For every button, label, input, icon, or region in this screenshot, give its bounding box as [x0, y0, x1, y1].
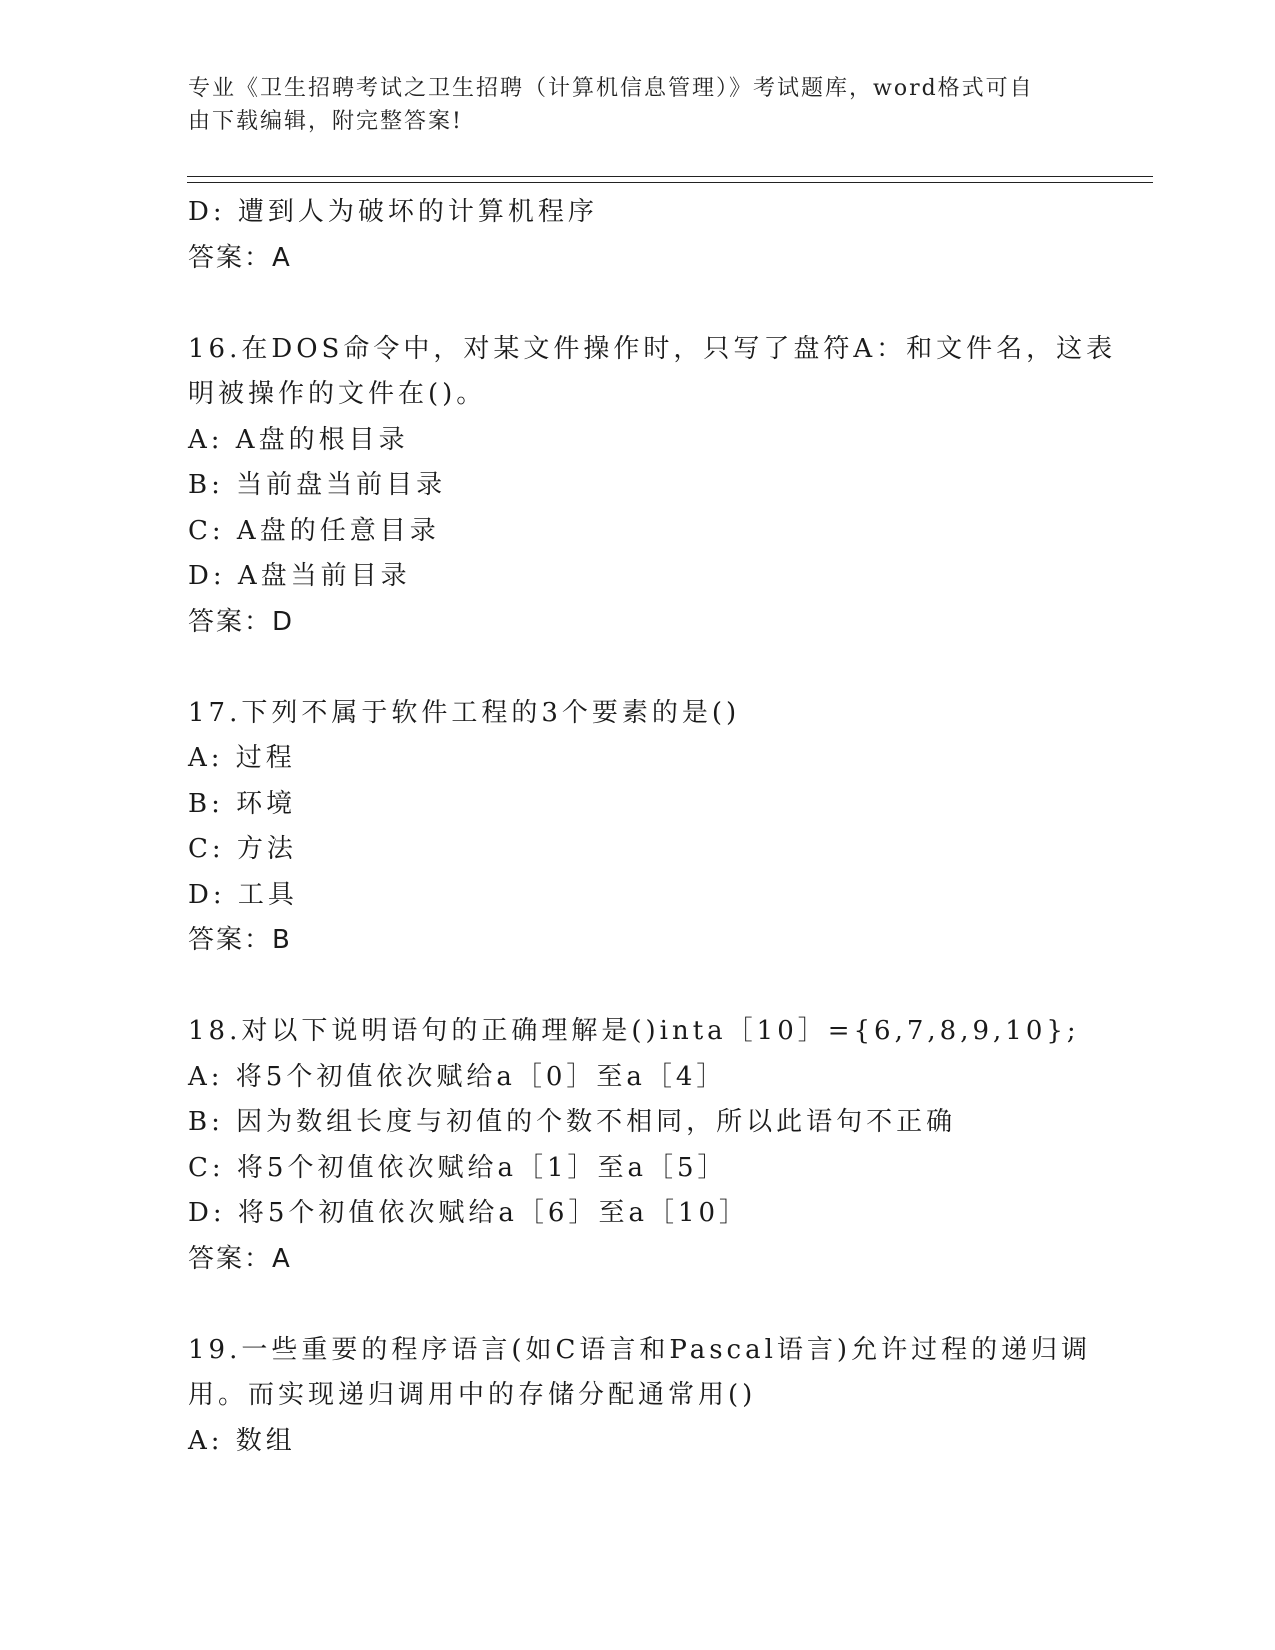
document-header [188, 72, 1068, 138]
question-text-line-1: 18.对以下说明语句的正确理解是()inta［10］={6,7,8,9,10}; [188, 1016, 1080, 1046]
option-c: C: 将5个初值依次赋给a［1］至a［5］ [188, 1152, 728, 1183]
spacer [188, 1282, 1088, 1328]
option-b: B: 当前盘当前目录 [188, 470, 447, 500]
option-d: D: 工具 [188, 879, 298, 910]
header-line-1: 专业《卫生招聘考试之卫生招聘（计算机信息管理）》考试题库，word格式可自 [188, 76, 1034, 101]
question-text-line-1: 16.在DOS命令中，对某文件操作时，只写了盘符A：和文件名，这表 [188, 333, 1117, 364]
question-block-16 [188, 327, 1117, 646]
spacer [188, 964, 1088, 1010]
question-list [188, 190, 1117, 1464]
question-block-18 [188, 1009, 1088, 1282]
spacer [188, 645, 1088, 691]
answer-label: 答案：D [188, 606, 295, 637]
option-a: A: A盘的根目录 [188, 424, 409, 455]
spacer [188, 281, 1088, 327]
question-text-line-1: 17.下列不属于软件工程的3个要素的是() [188, 697, 741, 728]
answer-label: 答案：B [188, 925, 292, 955]
question-block-prev [188, 190, 1088, 281]
answer-label: 答案：A [188, 1243, 292, 1274]
question-block-19 [188, 1328, 1092, 1465]
question-block-17 [188, 691, 1088, 964]
option-b: B: 环境 [188, 788, 297, 819]
option-c: C: 方法 [188, 834, 297, 864]
answer-label: 答案：A [188, 242, 292, 273]
option-b: B: 因为数组长度与初值的个数不相同，所以此语句不正确 [188, 1107, 957, 1137]
option-d: D: 将5个初值依次赋给a［6］至a［10］ [188, 1198, 750, 1228]
option-a: A: 过程 [188, 743, 296, 773]
header-divider-bottom [187, 182, 1153, 183]
header-divider-top [187, 176, 1153, 177]
question-text-line-2: 用。而实现递归调用中的存储分配通常用() [188, 1380, 757, 1410]
option-d: D: 遭到人为破坏的计算机程序 [188, 197, 598, 227]
question-text-line-1: 19.一些重要的程序语言(如C语言和Pascal语言)允许过程的递归调 [188, 1334, 1092, 1365]
option-a: A: 将5个初值依次赋给a［0］至a［4］ [188, 1061, 727, 1092]
header-line-2: 由下载编辑，附完整答案! [188, 109, 463, 134]
option-c: C: A盘的任意目录 [188, 515, 440, 546]
option-d: D: A盘当前目录 [188, 561, 411, 591]
option-a: A: 数组 [188, 1425, 296, 1456]
question-text-line-2: 明被操作的文件在()。 [188, 379, 487, 409]
